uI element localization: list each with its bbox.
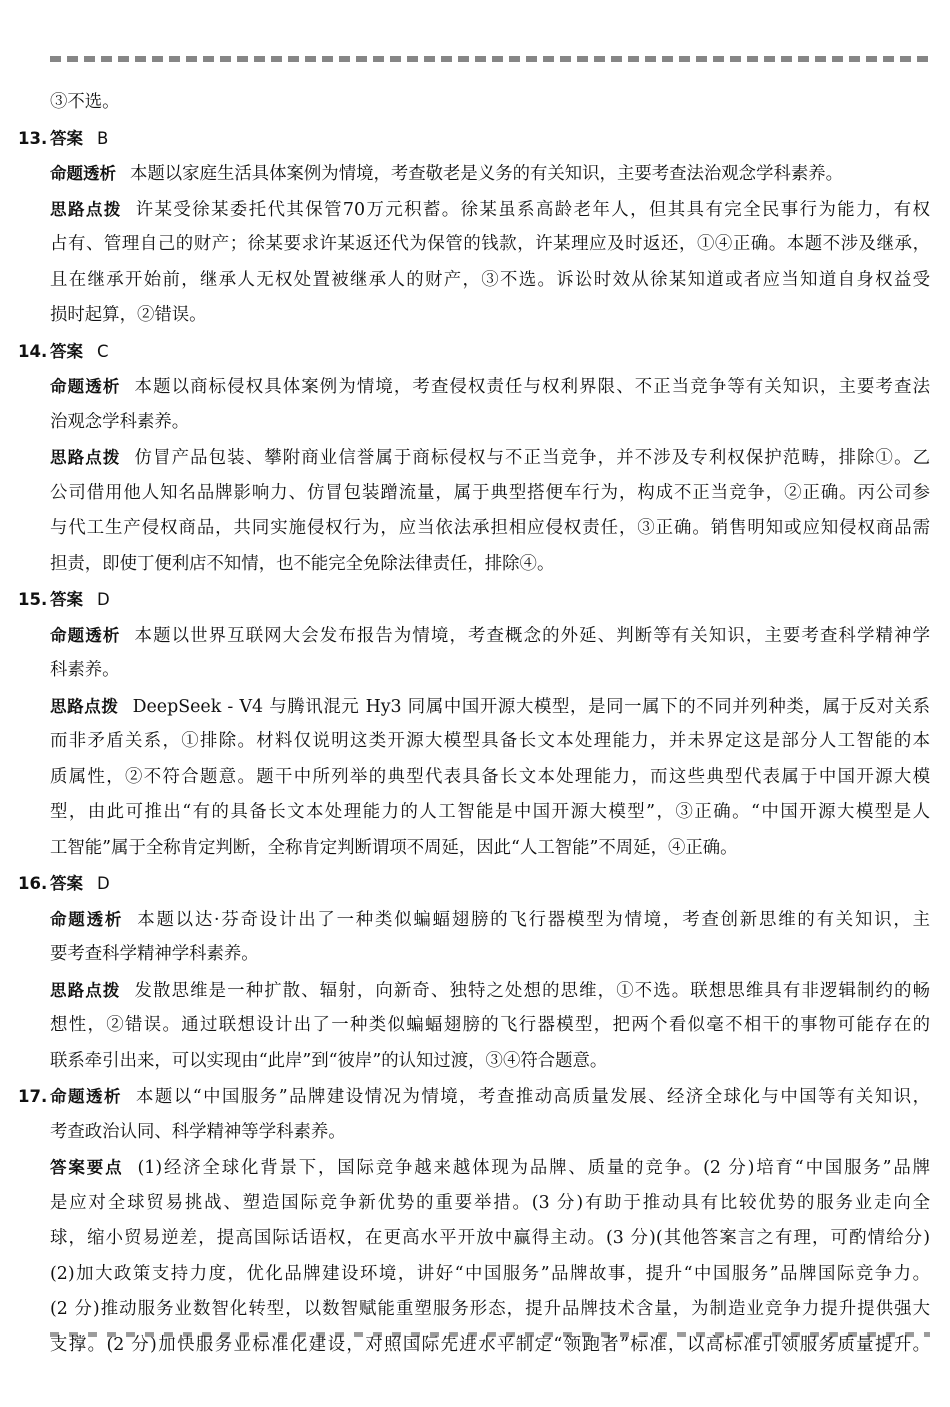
line-body bbox=[50, 405, 950, 441]
line-text: 而非矛盾关系，①排除。材料仅说明这类开源大模型具备长文本处理能力，并未界定这是部分人工智能的本 bbox=[50, 731, 930, 751]
text-line bbox=[0, 1257, 950, 1293]
line-body bbox=[50, 1221, 930, 1257]
text-line bbox=[0, 902, 950, 938]
line-text: D bbox=[97, 874, 110, 893]
line-body bbox=[50, 653, 950, 689]
text-line bbox=[0, 760, 950, 796]
line-body bbox=[50, 618, 930, 655]
text-line bbox=[0, 1115, 950, 1151]
text-line bbox=[0, 973, 950, 1009]
line-text: 占有、管理自己的财产；徐某要求许某返还代为保管的钱款，许某理应及时返还，①④正确。本题不涉及继承， bbox=[50, 234, 930, 254]
section-label: 命题透析 bbox=[50, 625, 121, 645]
line-body bbox=[50, 369, 930, 406]
text-line bbox=[0, 1221, 950, 1257]
line-text: 工智能”属于全称肯定判断，全称肯定判断谓项不周延，因此“人工智能”不周延，④正确。 bbox=[50, 837, 738, 858]
line-body bbox=[50, 121, 950, 158]
text-line bbox=[0, 1008, 950, 1044]
line-text: D bbox=[97, 590, 110, 609]
line-body bbox=[50, 1292, 930, 1328]
question-number: 17. bbox=[18, 1087, 48, 1106]
line-body bbox=[50, 547, 950, 583]
line-body bbox=[50, 582, 950, 619]
section-label: 答案 bbox=[50, 874, 83, 893]
line-text: 联系牵引出来，可以实现由“此岸”到“彼岸”的认知过渡，③④符合题意。 bbox=[50, 1050, 608, 1071]
text-line bbox=[0, 263, 950, 299]
line-body bbox=[50, 156, 950, 193]
line-text: 想性，②错误。通过联想设计出了一种类似蝙蝠翅膀的飞行器模型，把两个看似毫不相干的事物可能存在的 bbox=[50, 1015, 930, 1035]
section-label: 思路点拨 bbox=[50, 696, 119, 716]
line-text: 本题以家庭生活具体案例为情境，考查敬老是义务的有关知识，主要考查法治观念学科素养。 bbox=[130, 164, 844, 184]
section-label: 命题透析 bbox=[50, 1087, 123, 1106]
line-text: DeepSeek - V4 与腾讯混元 Hy3 同属中国开源大模型，是同一属下的不同并列种类，属于反对关系 bbox=[132, 696, 930, 717]
line-text: 是应对全球贸易挑战、塑造国际竞争新优势的重要举措。(3 分)有助于推动具有比较优势的服务业走向全 bbox=[50, 1192, 930, 1213]
cropped-text-bottom bbox=[50, 1332, 930, 1337]
line-body bbox=[50, 1257, 930, 1293]
line-text: 考查政治认同、科学精神等学科素养。 bbox=[50, 1121, 346, 1142]
line-text: 许某受徐某委托代其保管70万元积蓄。徐某虽系高龄老年人，但其具有完全民事行为能力，有权 bbox=[135, 199, 930, 220]
question-number: 16. bbox=[18, 874, 48, 893]
text-line bbox=[0, 831, 950, 867]
text-line bbox=[0, 511, 950, 547]
line-text: 公司借用他人知名品牌影响力、仿冒包装蹭流量，属于典型搭便车行为，构成不正当竞争，②正确。丙公司参 bbox=[50, 482, 930, 503]
line-text: 且在继承开始前，继承人无权处置被继承人的财产，③不选。诉讼时效从徐某知道或者应当知道自身权益受 bbox=[50, 269, 930, 290]
line-text: 支撑。(2 分)加快服务业标准化建设，对照国际先进水平制定“领跑者”标准，以高标准引领服务质量提升。 bbox=[50, 1334, 930, 1355]
text-line bbox=[0, 1079, 950, 1115]
line-text: C bbox=[97, 341, 109, 361]
text-line bbox=[0, 1044, 950, 1080]
line-body bbox=[50, 973, 930, 1010]
text-line bbox=[0, 795, 950, 831]
question-number: 14. bbox=[18, 341, 48, 361]
line-text: ③不选。 bbox=[50, 92, 120, 112]
text-line bbox=[0, 689, 950, 725]
line-text: 科素养。 bbox=[50, 660, 120, 680]
line-body bbox=[50, 1044, 950, 1080]
line-text: 要考查科学精神学科素养。 bbox=[50, 944, 259, 964]
line-body bbox=[50, 476, 930, 512]
text-line bbox=[0, 85, 950, 121]
line-text: 担责，即使丁便利店不知情，也不能完全免除法律责任，排除④。 bbox=[50, 553, 555, 574]
line-body bbox=[50, 192, 930, 229]
cropped-text-top bbox=[50, 56, 930, 62]
line-body bbox=[50, 1008, 930, 1044]
line-body bbox=[50, 263, 930, 299]
line-body bbox=[50, 511, 930, 547]
text-line bbox=[0, 1150, 950, 1186]
line-text: 质属性，②不符合题意。题干中所列举的典型代表具备长文本处理能力，而这些典型代表属于中国开源大模 bbox=[50, 766, 930, 787]
text-line bbox=[0, 405, 950, 441]
line-body bbox=[50, 795, 930, 831]
text-line bbox=[0, 298, 950, 334]
text-line bbox=[0, 866, 950, 902]
line-text: 仿冒产品包装、攀附商业信誉属于商标侵权与不正当竞争，并不涉及专利权保护范畴，排除①。乙 bbox=[134, 448, 930, 468]
text-line bbox=[0, 192, 950, 228]
section-label: 命题透析 bbox=[50, 164, 116, 183]
line-body bbox=[50, 1079, 930, 1116]
line-body bbox=[50, 227, 930, 263]
text-line bbox=[0, 724, 950, 760]
question-number: 15. bbox=[18, 590, 48, 609]
line-text: (1)经济全球化背景下，国际竞争越来越体现为品牌、质量的竞争。(2 分)培育“中国服务”品牌 bbox=[137, 1158, 930, 1178]
line-text: 型，由此可推出“有的具备长文本处理能力的人工智能是中国开源大模型”，③正确。“中国开源大模型是人 bbox=[50, 802, 930, 822]
line-body bbox=[50, 866, 950, 903]
section-label: 命题透析 bbox=[50, 377, 121, 396]
text-line bbox=[0, 937, 950, 973]
line-body bbox=[50, 334, 950, 371]
line-text: 发散思维是一种扩散、辐射，向新奇、独特之处想的思维，①不选。联想思维具有非逻辑制约的畅 bbox=[134, 980, 930, 1001]
line-body bbox=[50, 298, 950, 334]
line-text: 本题以达·芬奇设计出了一种类似蝙蝠翅膀的飞行器模型为情境，考查创新思维的有关知识，主 bbox=[137, 909, 930, 930]
line-text: 本题以世界互联网大会发布报告为情境，考查概念的外延、判断等有关知识，主要考查科学精神学 bbox=[134, 625, 930, 646]
text-line bbox=[0, 1292, 950, 1328]
text-line bbox=[0, 334, 950, 370]
line-body bbox=[50, 724, 930, 760]
line-body bbox=[50, 937, 950, 973]
text-line bbox=[0, 156, 950, 192]
text-line bbox=[0, 121, 950, 157]
line-text: B bbox=[97, 128, 109, 148]
line-body bbox=[50, 689, 930, 726]
line-text: 本题以“中国服务”品牌建设情况为情境，考查推动高质量发展、经济全球化与中国等有关知识， bbox=[136, 1087, 930, 1107]
text-line bbox=[0, 582, 950, 618]
line-body bbox=[50, 760, 930, 796]
line-body bbox=[50, 1186, 930, 1222]
text-line bbox=[0, 440, 950, 476]
section-label: 思路点拨 bbox=[50, 199, 122, 219]
section-label: 答案 bbox=[50, 341, 83, 361]
line-body bbox=[50, 902, 930, 939]
text-line bbox=[0, 653, 950, 689]
line-text: 与代工生产侵权商品，共同实施侵权行为，应当依法承担相应侵权责任，③正确。销售明知或应知侵权商品需 bbox=[50, 518, 930, 538]
section-label: 答案 bbox=[50, 590, 83, 609]
section-label: 命题透析 bbox=[50, 909, 124, 929]
line-body bbox=[50, 1150, 930, 1187]
section-label: 答案要点 bbox=[50, 1158, 124, 1177]
line-text: (2 分)推动服务业数智化转型，以数智赋能重塑服务形态，提升品牌技术含量，为制造业竞争力提升提供强大 bbox=[50, 1299, 930, 1319]
line-text: 球，缩小贸易逆差，提高国际话语权，在更高水平开放中赢得主动。(3 分)(其他答案言之有理，可酌情给分) bbox=[50, 1228, 930, 1248]
section-label: 答案 bbox=[50, 128, 83, 148]
line-body bbox=[50, 1115, 950, 1151]
answer-content bbox=[0, 85, 950, 1363]
text-line bbox=[0, 547, 950, 583]
line-text: 治观念学科素养。 bbox=[50, 411, 190, 432]
line-body bbox=[50, 440, 930, 477]
text-line bbox=[0, 476, 950, 512]
text-line bbox=[0, 369, 950, 405]
line-text: 损时起算，②错误。 bbox=[50, 305, 207, 325]
section-label: 思路点拨 bbox=[50, 448, 121, 467]
section-label: 思路点拨 bbox=[50, 980, 121, 1000]
line-text: 本题以商标侵权具体案例为情境，考查侵权责任与权利界限、不正当竞争等有关知识，主要考查法 bbox=[134, 377, 930, 397]
text-line bbox=[0, 227, 950, 263]
line-body bbox=[50, 831, 950, 867]
line-text: (2)加大政策支持力度，优化品牌建设环境，讲好“中国服务”品牌故事，提升“中国服务”品牌国际竞争力。 bbox=[50, 1263, 930, 1284]
text-line bbox=[0, 618, 950, 654]
text-line bbox=[0, 1186, 950, 1222]
question-number: 13. bbox=[18, 128, 48, 148]
line-body bbox=[50, 85, 950, 121]
